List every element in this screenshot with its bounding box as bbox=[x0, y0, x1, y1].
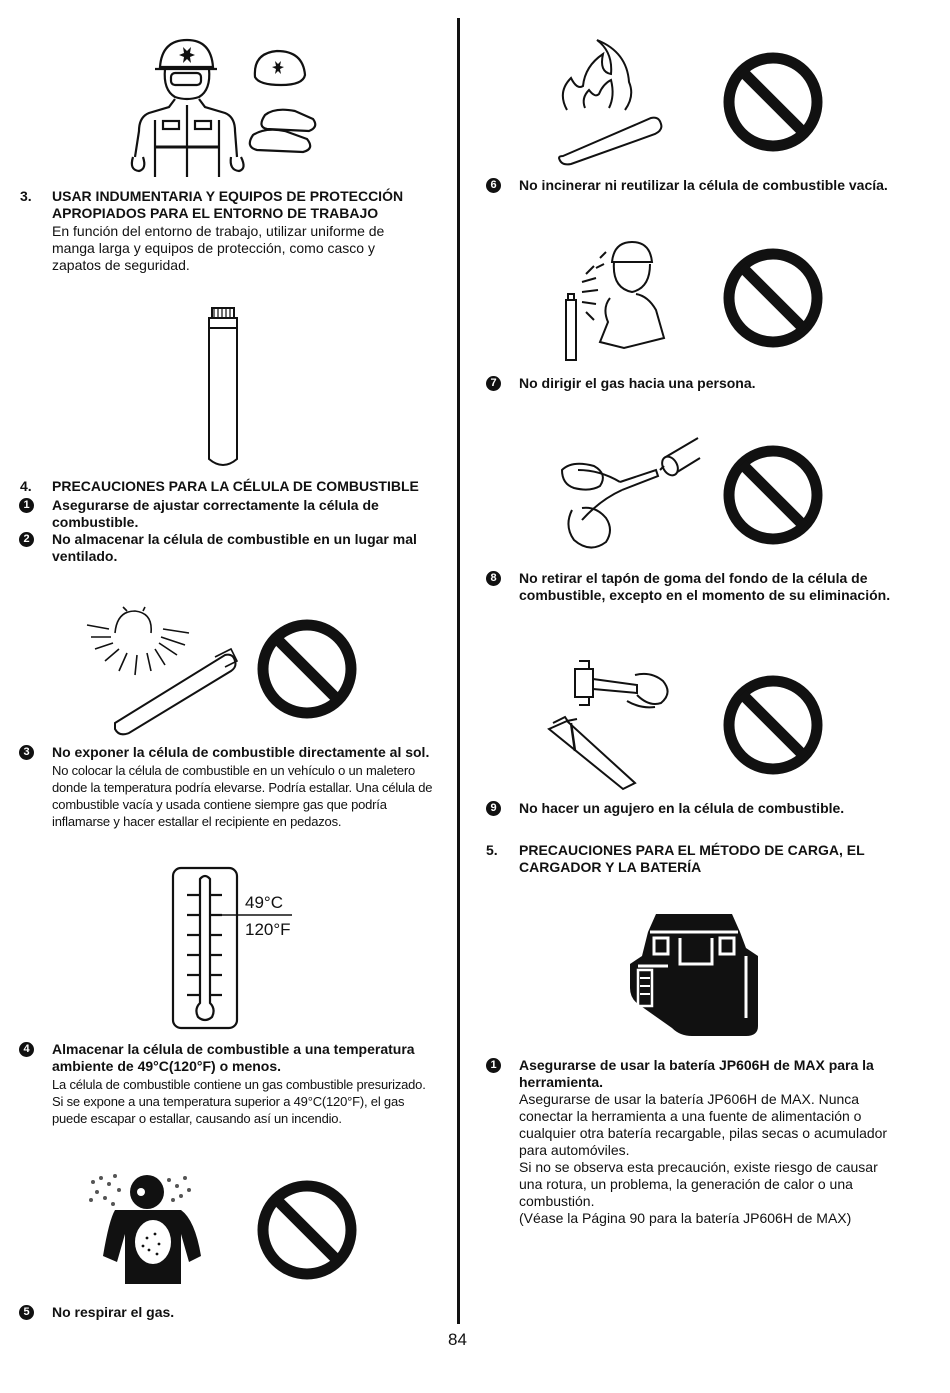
item-3-marker: 3 bbox=[19, 745, 34, 760]
spray-at-person-illustration bbox=[560, 238, 670, 363]
prohibition-icon bbox=[257, 619, 357, 719]
prohibition-icon bbox=[723, 52, 823, 152]
item-8-marker: 8 bbox=[486, 571, 501, 586]
item-7-marker: 7 bbox=[486, 376, 501, 391]
item-1-title: Asegurarse de ajustar correctamente la célula de combustible. bbox=[52, 497, 379, 530]
item-2-marker: 2 bbox=[19, 532, 34, 547]
item-7-title: No dirigir el gas hacia una persona. bbox=[519, 375, 756, 391]
s5-item-1-title: Asegurarse de usar la batería JP606H de MAX para la herramienta. bbox=[519, 1057, 874, 1090]
item-3-title: No exponer la célula de combustible directamente al sol. bbox=[52, 744, 430, 760]
thermometer-illustration bbox=[172, 867, 302, 1032]
item-6-title: No incinerar ni reutilizar la célula de combustible vacía. bbox=[519, 177, 888, 193]
item-9-title: No hacer un agujero en la célula de combustible. bbox=[519, 800, 845, 816]
section-3-number: 3. bbox=[20, 188, 32, 204]
item-4-body: La célula de combustible contiene un gas combustible presurizado. Si se expone a una temperatura superior a 49°C(120°F), el gas puede escapar o estallar, causando así un incendio. bbox=[52, 1077, 426, 1126]
item-9-marker: 9 bbox=[486, 801, 501, 816]
section-5-title: PRECAUCIONES PARA EL MÉTODO DE CARGA, EL CARGADOR Y LA BATERÍA bbox=[519, 842, 865, 875]
item-1-marker: 1 bbox=[19, 498, 34, 513]
thermometer-fahrenheit: 120°F bbox=[245, 920, 291, 939]
item-4-marker: 4 bbox=[19, 1042, 34, 1057]
battery-illustration bbox=[628, 908, 760, 1040]
thermometer-celsius: 49°C bbox=[245, 893, 283, 912]
s5-item-1-body-3: (Véase la Página 90 para la batería JP606H de MAX) bbox=[519, 1210, 852, 1226]
protective-gear-illustration bbox=[125, 35, 335, 180]
prohibition-icon bbox=[723, 248, 823, 348]
column-divider bbox=[457, 18, 460, 1324]
item-8-title: No retirar el tapón de goma del fondo de la célula de combustible, excepto en el momento de su eliminación. bbox=[519, 570, 891, 603]
pliers-cap-illustration bbox=[560, 430, 705, 555]
prohibition-icon bbox=[723, 445, 823, 545]
breathing-gas-illustration bbox=[85, 1170, 205, 1285]
fire-fuel-cell-illustration bbox=[555, 40, 670, 165]
s5-item-1-body-2: Si no se observa esta precaución, existe riesgo de causar una rotura, un problema, la generación de calor o una combustión. bbox=[519, 1159, 878, 1209]
item-6-marker: 6 bbox=[486, 178, 501, 193]
prohibition-icon bbox=[723, 675, 823, 775]
section-4-title: PRECAUCIONES PARA LA CÉLULA DE COMBUSTIBLE bbox=[52, 478, 419, 494]
fuel-cell-illustration bbox=[203, 305, 243, 470]
section-3-title: USAR INDUMENTARIA Y EQUIPOS DE PROTECCIÓN APROPIADOS PARA EL ENTORNO DE TRABAJO bbox=[52, 188, 404, 221]
section-4-number: 4. bbox=[20, 478, 32, 494]
page-number: 84 bbox=[448, 1330, 467, 1349]
section-5-number: 5. bbox=[486, 842, 498, 858]
s5-item-1-body: Asegurarse de usar la batería JP606H de MAX. Nunca conectar la herramienta a una fuente de alimentación o cualquier otra batería recargable, pilas secas o acumulador para automóviles. bbox=[519, 1091, 888, 1158]
hammer-nail-illustration bbox=[545, 655, 680, 790]
section-3-body: En función del entorno de trabajo, utilizar uniforme de manga larga y equipos de protección, como casco y zapatos de seguridad. bbox=[52, 223, 385, 273]
item-4-title: Almacenar la célula de combustible a una temperatura ambiente de 49°C(120°F) o menos. bbox=[52, 1041, 415, 1074]
prohibition-icon bbox=[257, 1180, 357, 1280]
item-2-title: No almacenar la célula de combustible en un lugar mal ventilado. bbox=[52, 531, 417, 564]
item-5-title: No respirar el gas. bbox=[52, 1304, 175, 1320]
sun-fuel-cell-illustration bbox=[85, 605, 245, 735]
s5-item-1-marker: 1 bbox=[486, 1058, 501, 1073]
item-3-body: No colocar la célula de combustible en un vehículo o un maletero donde la temperatura podría elevarse. Podría estallar. Una célula de combustible vacía y usada contiene siempre gas que podría inflamarse y hacer estallar el recipiente en pedazos. bbox=[52, 763, 433, 829]
item-5-marker: 5 bbox=[19, 1305, 34, 1320]
